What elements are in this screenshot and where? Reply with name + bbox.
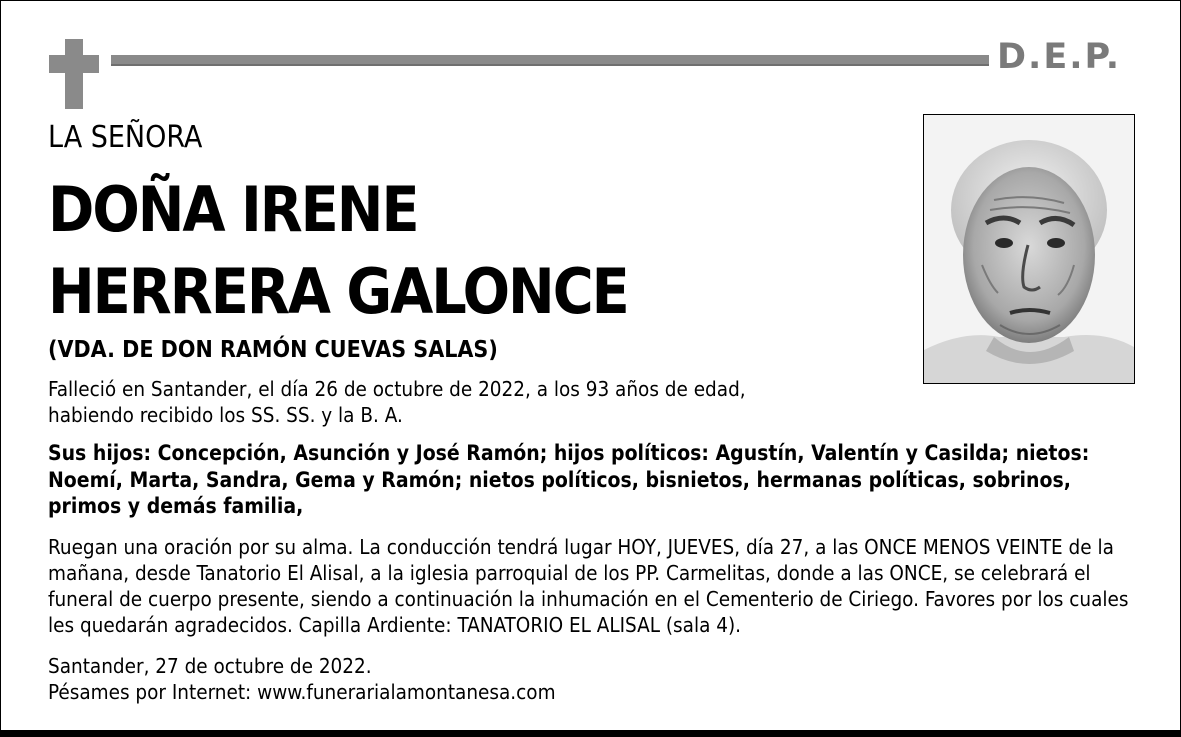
portrait-illustration <box>924 115 1134 383</box>
footer <box>48 653 1143 705</box>
deceased-name <box>48 169 628 333</box>
dep-label: D.E.P. <box>997 37 1122 77</box>
family-list: Sus hijos: Concepción, Asunción y José Ramón; hijos políticos: Agustín, Valentín y Casilda; nietos: Noemí, Marta, Sandra, Gema y Ramón; nietos políticos, bisnietos, hermanas políticas, sobrinos, primos y demás familia, <box>48 441 1090 518</box>
honorific: LA SEÑORA <box>48 120 203 155</box>
place-date: Santander, 27 de octubre de 2022. <box>48 654 372 678</box>
header-rule <box>111 55 989 66</box>
name-line-2: HERRERA GALONCE <box>48 255 628 328</box>
cross-horizontal-bar <box>49 55 99 73</box>
death-line-2: habiendo recibido los SS. SS. y la B. A. <box>48 403 403 427</box>
funeral-details: Ruegan una oración por su alma. La conducción tendrá lugar HOY, JUEVES, día 27, a las ONCE MENOS VEINTE de la mañana, desde Tanatorio El Alisal, a la iglesia parroquial de los PP. Carmelitas, donde a las ONCE, se celebrará el funeral de cuerpo presente, siendo a continuación la inhumación en el Cementerio de Ciriego. Favores por los cuales les quedarán agradecidos. Capilla Ardiente: TANATORIO EL ALISAL (sala 4). <box>48 535 1129 637</box>
portrait-photo <box>923 114 1135 384</box>
death-notice <box>48 376 828 428</box>
cross-vertical-bar <box>65 39 83 109</box>
widow-of: (VDA. DE DON RAMÓN CUEVAS SALAS) <box>48 337 498 363</box>
death-line-1: Falleció en Santander, el día 26 de octubre de 2022, a los 93 años de edad, <box>48 377 746 401</box>
name-line-1: DOÑA IRENE <box>48 173 418 246</box>
condolences-line: Pésames por Internet: www.funerarialamontanesa.com <box>48 680 556 704</box>
